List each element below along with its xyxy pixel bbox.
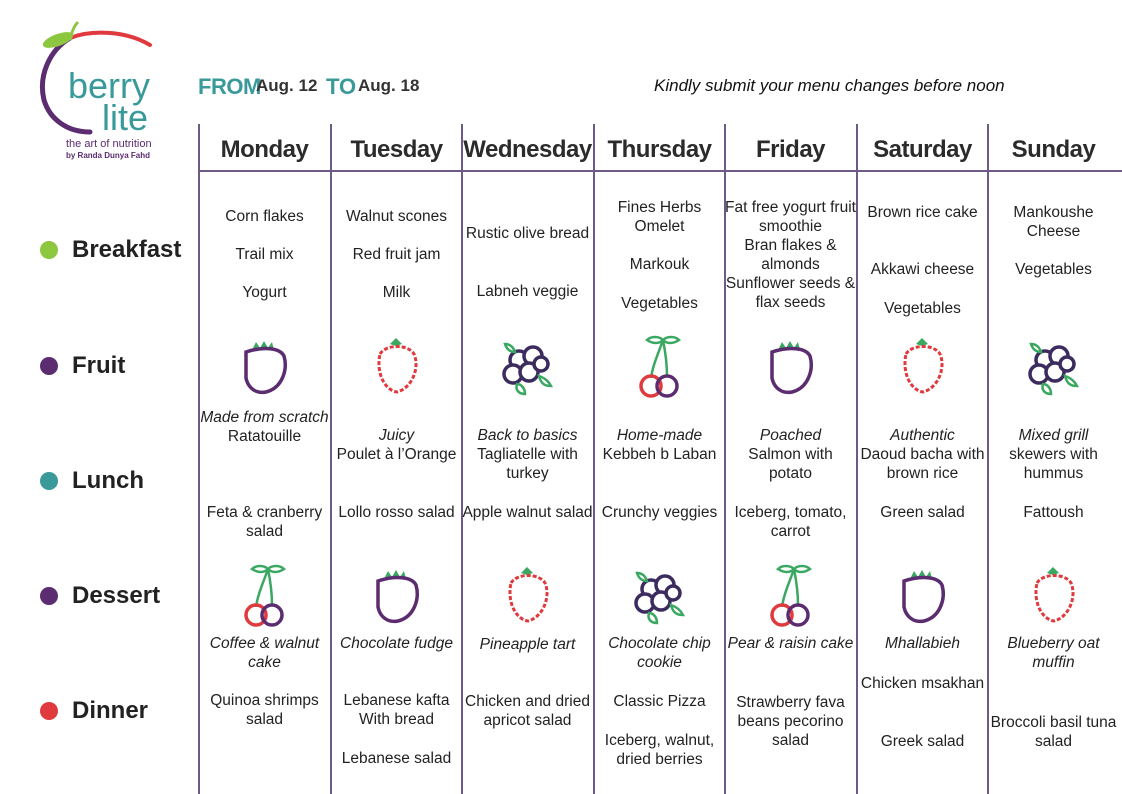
lunch-side: Iceberg, tomato, carrot	[734, 504, 847, 540]
meal-label-dessert	[40, 582, 160, 610]
meal-dot-icon	[40, 357, 58, 375]
byline-text: by Randa Dunya Fahd	[66, 151, 151, 160]
dinner-item: Quinoa shrimps salad	[210, 692, 319, 728]
blueberry-icon	[1023, 334, 1083, 400]
breakfast-item: Akkawi cheese	[870, 261, 975, 278]
lunch-main	[857, 426, 988, 483]
breakfast-item: Yogurt	[242, 284, 287, 301]
meal-dot-icon	[40, 241, 58, 259]
raspberry-icon	[1023, 563, 1083, 629]
raspberry-icon	[892, 334, 952, 400]
plum-icon	[892, 563, 952, 629]
breakfast-item: Vegetables	[621, 295, 698, 312]
dinner-item: Greek salad	[880, 733, 965, 750]
day-header-wednesday: Wednesday	[463, 136, 592, 163]
dinner-item: Classic Pizza	[613, 693, 706, 710]
lunch-side: Apple walnut salad	[462, 504, 593, 521]
lunch-dish: Salmon with potato	[748, 446, 833, 482]
lunch-dish: Ratatouille	[227, 428, 302, 445]
lunch-dish: Poulet à l’Orange	[336, 446, 457, 463]
dinner-item: Lebanese kafta With bread	[343, 692, 450, 728]
menu-change-notice: Kindly submit your menu changes before noon	[654, 76, 1005, 95]
dessert-item: Coffee & walnut cake	[209, 635, 320, 671]
day-header-sunday: Sunday	[1011, 136, 1096, 163]
meal-label-text: Lunch	[72, 467, 144, 494]
dinner-item: Strawberry fava beans pecorino salad	[736, 694, 845, 749]
dessert-item: Pineapple tart	[479, 636, 576, 653]
day-header-saturday: Saturday	[873, 136, 972, 163]
plum-icon	[234, 334, 294, 400]
dessert-item: Blueberry oat muffin	[1007, 635, 1100, 671]
lunch-main	[331, 426, 462, 464]
meal-label-dinner	[40, 697, 148, 725]
header-divider	[198, 170, 1122, 172]
dinner-item: Lebanese salad	[341, 750, 452, 767]
meal-label-text: Dessert	[72, 582, 161, 609]
breakfast-item: Rustic olive bread	[465, 225, 590, 242]
dessert-item: Chocolate fudge	[340, 635, 453, 652]
cherry-icon	[629, 334, 689, 400]
lunch-dish: Kebbeh b Laban	[602, 446, 717, 463]
dessert-item: Pear & raisin cake	[727, 635, 854, 652]
lunch-descriptor: Home-made	[616, 427, 703, 444]
breakfast-item: Red fruit jam	[352, 246, 441, 263]
lunch-descriptor: Back to basics	[477, 427, 578, 444]
plum-icon	[760, 334, 820, 400]
svg-text:berry: berry	[68, 65, 151, 106]
tagline-text: the art of nutrition	[66, 138, 152, 150]
lunch-descriptor: Poached	[759, 427, 822, 444]
raspberry-icon	[497, 563, 557, 629]
svg-text:lite: lite	[102, 97, 149, 138]
lunch-side: Feta & cranberry salad	[206, 504, 323, 540]
breakfast-item: Sunflower seeds & flax seeds	[725, 275, 856, 311]
meal-label-text: Breakfast	[72, 236, 182, 263]
meal-dot-icon	[40, 472, 58, 490]
logo-tagline	[66, 138, 152, 162]
breakfast-item: Corn flakes	[225, 208, 304, 225]
day-header-monday: Monday	[220, 136, 309, 163]
breakfast-item: Markouk	[629, 256, 690, 273]
dinner-item: Chicken msakhan	[860, 675, 985, 692]
breakfast-item: Vegetables	[1015, 261, 1092, 278]
blueberry-icon	[497, 334, 557, 400]
lunch-main	[199, 408, 330, 446]
lunch-side: Fattoush	[1023, 504, 1084, 521]
lunch-dish: Daoud bacha with brown rice	[860, 446, 985, 482]
meal-label-fruit	[40, 352, 125, 380]
meal-label-text: Dinner	[72, 697, 149, 724]
plum-icon	[366, 563, 426, 629]
dinner-item: Iceberg, walnut, dried berries	[604, 732, 715, 768]
from-label: FROM	[198, 74, 261, 99]
lunch-main	[725, 426, 856, 483]
lunch-main	[462, 426, 593, 483]
meal-label-breakfast	[40, 236, 181, 264]
breakfast-item: Fat free yogurt fruit smoothie	[725, 199, 856, 235]
lunch-side: Crunchy veggies	[601, 504, 718, 521]
dessert-item: Mhallabieh	[885, 635, 960, 652]
day-header-tuesday: Tuesday	[350, 136, 443, 163]
breakfast-item: Fines Herbs Omelet	[617, 199, 702, 235]
lunch-descriptor: Mixed grill	[1018, 427, 1089, 444]
raspberry-icon	[366, 334, 426, 400]
cherry-icon	[760, 563, 820, 629]
breakfast-item: Milk	[382, 284, 411, 301]
breakfast-item: Mankoushe Cheese	[1013, 204, 1094, 240]
dessert-item: Chocolate chip cookie	[608, 635, 711, 671]
lunch-side: Lollo rosso salad	[338, 504, 455, 521]
lunch-dish: skewers with hummus	[1009, 446, 1098, 482]
meal-label-lunch	[40, 467, 144, 495]
lunch-dish: Tagliatelle with turkey	[477, 446, 578, 482]
breakfast-item: Bran flakes & almonds	[744, 237, 837, 273]
to-label: TO	[326, 74, 357, 99]
meal-dot-icon	[40, 587, 58, 605]
breakfast-item: Labneh veggie	[476, 283, 579, 300]
breakfast-item: Brown rice cake	[867, 204, 978, 221]
lunch-descriptor: Juicy	[378, 427, 415, 444]
lunch-descriptor: Authentic	[890, 427, 955, 444]
dinner-item: Chicken and dried apricot salad	[465, 693, 590, 729]
lunch-main	[594, 426, 725, 464]
breakfast-item: Walnut scones	[345, 208, 448, 225]
to-date: Aug. 18	[358, 76, 420, 95]
meal-label-text: Fruit	[72, 352, 126, 379]
day-header-friday: Friday	[755, 136, 826, 163]
blueberry-icon	[629, 563, 689, 629]
lunch-side: Green salad	[880, 504, 965, 521]
lunch-descriptor: Made from scratch	[200, 409, 329, 426]
meal-dot-icon	[40, 702, 58, 720]
breakfast-item: Vegetables	[884, 300, 961, 317]
lunch-main	[988, 426, 1119, 483]
day-header-thursday: Thursday	[607, 136, 712, 163]
breakfast-item: Trail mix	[235, 246, 294, 263]
cherry-icon	[234, 563, 294, 629]
dinner-item: Broccoli basil tuna salad	[990, 714, 1117, 750]
from-date: Aug. 12	[256, 76, 318, 95]
